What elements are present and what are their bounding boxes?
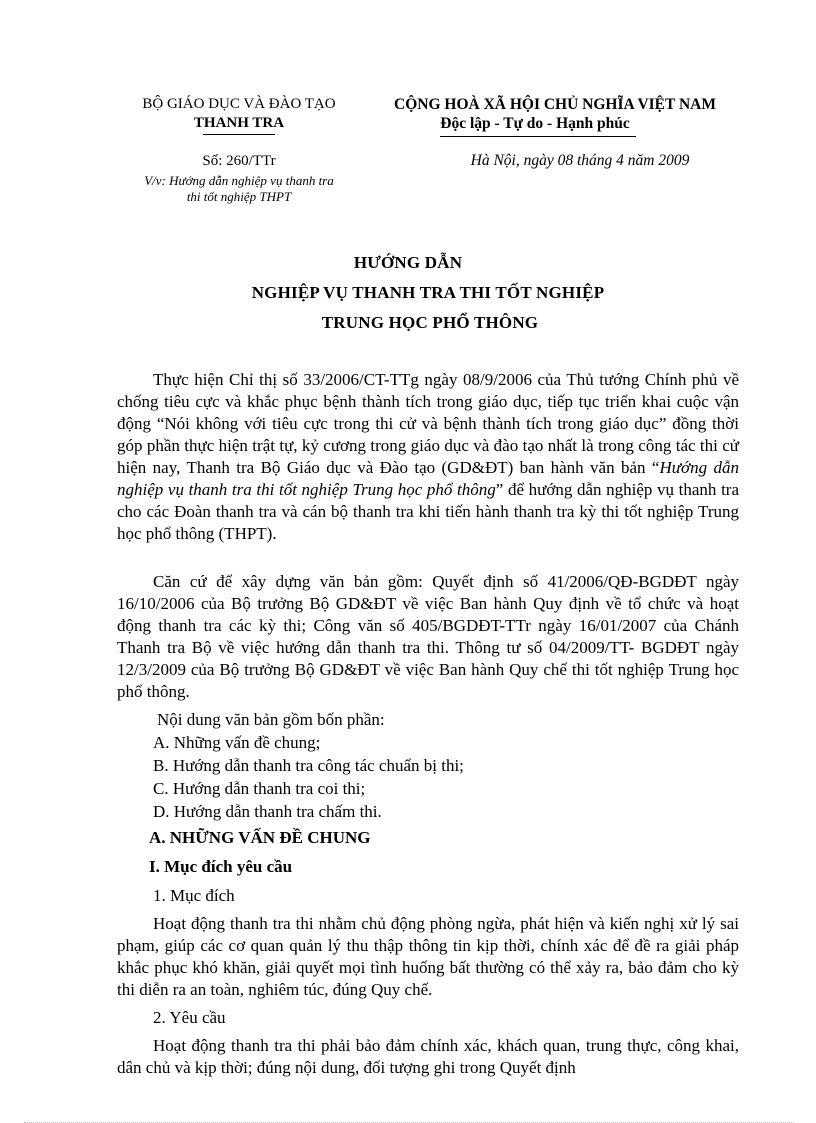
part-b: B. Hướng dẫn thanh tra công tác chuẩn bị thi; (153, 756, 464, 775)
document-number: Số: 260/TTr (202, 153, 276, 169)
part-a: A. Những vấn đề chung; (153, 733, 321, 752)
subject-line-2: thi tốt nghiệp THPT (186, 189, 292, 204)
doc-title-line1: HƯỚNG DẪN (353, 253, 463, 272)
content-intro: Nội dung văn bản gồm bốn phần: (157, 710, 385, 729)
section-i-heading: I. Mục đích yêu cầu (149, 857, 293, 876)
paragraph-1-italic: Hướng dẫn nghiệp vụ thanh tra thi tốt nghiệp Trung học phổ thông (117, 458, 739, 499)
paragraph-1 (117, 369, 739, 545)
subsection-1-heading: 1. Mục đích (153, 886, 235, 905)
doc-title-line3: TRUNG HỌC PHỔ THÔNG (321, 313, 539, 332)
country-name: CỘNG HOÀ XÃ HỘI CHỦ NGHĨA VIỆT NAM (394, 96, 716, 113)
doc-title-line2: NGHIỆP VỤ THANH TRA THI TỐT NGHIỆP (251, 283, 605, 302)
paragraph-1-text-b: ” để hướng dẫn nghiệp vụ thanh tra cho các Đoàn thanh tra và cán bộ thanh tra khi tiến hành thanh tra kỳ thi tốt nghiệp Trung học phổ thông (THPT). (117, 480, 739, 543)
paragraph-1-text-a: Thực hiện Chỉ thị số 33/2006/CT-TTg ngày 08/9/2006 của Thủ tướng Chính phủ về chống tiêu cực và khắc phục bệnh thành tích trong giáo dục, tiếp tục triển khai cuộc vận động “Nói không với tiêu cực trong thi cử và bệnh thành tích trong giáo dục” đồng thời góp phần thực hiện trật tự, kỷ cương trong giáo dục và đào tạo nhất là trong công tác thi cử hiện nay, Thanh tra Bộ Giáo dục và Đào tạo (GD&ĐT) ban hành văn bản “ (117, 370, 739, 477)
paragraph-2: Căn cứ để xây dựng văn bản gồm: Quyết định số 41/2006/QĐ-BGDĐT ngày 16/10/2006 của Bộ trưởng Bộ GD&ĐT về việc Ban hành Quy định về tổ chức và hoạt động thanh tra các kỳ thi; Công văn số 405/BGDĐT-TTr ngày 16/01/2007 của Chánh Thanh tra Bộ về việc hướng dẫn thanh tra thi. Thông tư số 04/2009/TT- BGDĐT ngày 12/3/2009 của Bộ trưởng Bộ GD&ĐT về việc Ban hành Quy chế thi tốt nghiệp Trung học phổ thông. (117, 572, 739, 701)
department-underline (203, 134, 275, 135)
national-motto: Độc lập - Tự do - Hạnh phúc (440, 115, 630, 132)
document-date: Hà Nội, ngày 08 tháng 4 năm 2009 (470, 152, 690, 169)
paragraph-4: Hoạt động thanh tra thi phải bảo đảm chính xác, khách quan, trung thực, công khai, dân chủ và kịp thời; đúng nội dung, đối tượng ghi trong Quyết định (117, 1036, 739, 1077)
ministry-name: BỘ GIÁO DỤC VÀ ĐÀO TẠO (142, 96, 336, 112)
part-d: D. Hướng dẫn thanh tra chấm thi. (153, 802, 382, 821)
paragraph-3: Hoạt động thanh tra thi nhằm chủ động phòng ngừa, phát hiện và kiến nghị xử lý sai phạm, giúp các cơ quan quản lý thu thập thông tin kịp thời, chính xác để đề ra giải pháp khắc phục khó khăn, giải quyết mọi tình huống bất thường có thể xảy ra, bảo đảm cho kỳ thi diễn ra an toàn, nghiêm túc, đúng Quy chế. (117, 914, 739, 999)
department-name: THANH TRA (193, 115, 285, 131)
subject-line-1: V/v: Hướng dẫn nghiệp vụ thanh tra (144, 173, 334, 188)
subsection-2-heading: 2. Yêu cầu (153, 1008, 226, 1027)
motto-underline (440, 136, 636, 137)
section-a-heading: A. NHỮNG VẤN ĐỀ CHUNG (149, 828, 371, 847)
part-c: C. Hướng dẫn thanh tra coi thi; (153, 779, 366, 798)
